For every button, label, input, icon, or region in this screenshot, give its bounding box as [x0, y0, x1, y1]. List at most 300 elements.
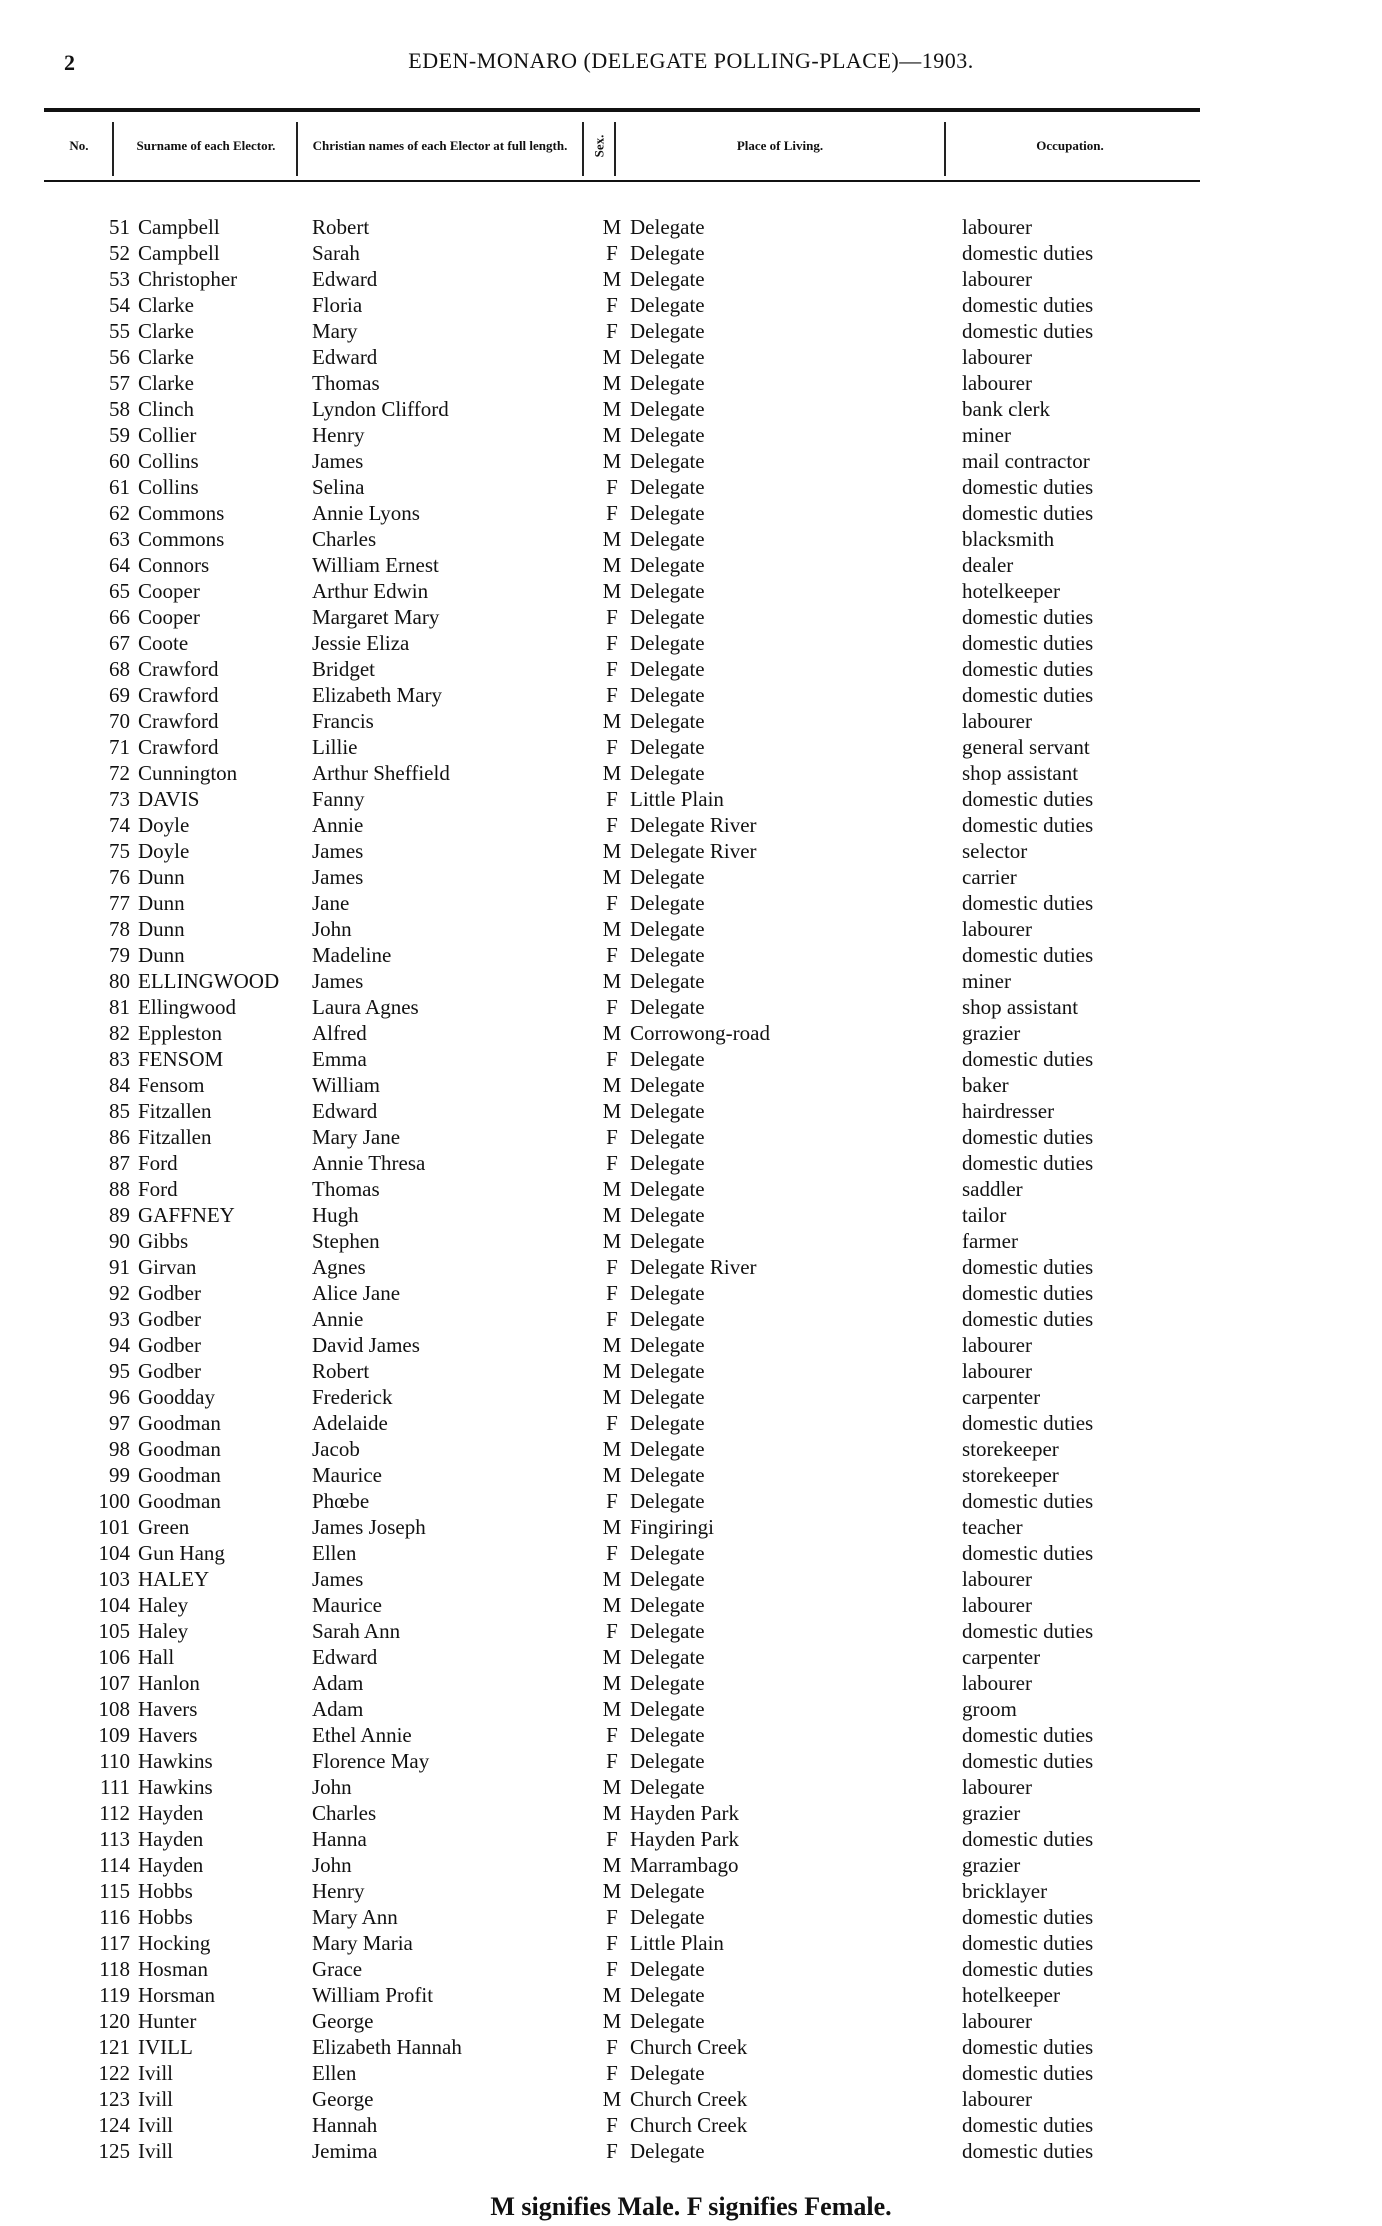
elector-sex: F [606, 657, 618, 681]
elector-occupation: labourer [962, 1333, 1032, 1357]
elector-christian-names: Ellen [312, 2061, 357, 2085]
elector-surname: FENSOM [138, 1047, 224, 1071]
header-rule-bottom [44, 180, 1200, 182]
elector-place-of-living: Delegate [630, 1125, 705, 1149]
elector-christian-names: Jane [312, 891, 350, 915]
elector-surname: Hunter [138, 2009, 197, 2033]
elector-surname: Collins [138, 475, 199, 499]
elector-occupation: labourer [962, 2087, 1032, 2111]
elector-christian-names: Adam [312, 1697, 364, 1721]
sex-legend: M signifies Male. F signifies Female. [490, 2192, 892, 2221]
elector-occupation: carpenter [962, 1385, 1041, 1409]
elector-occupation: domestic duties [962, 1047, 1094, 1071]
elector-surname: Gun Hang [138, 1541, 225, 1565]
elector-place-of-living: Delegate [630, 761, 705, 785]
elector-christian-names: Florence May [312, 1749, 430, 1773]
table-row [0, 656, 1382, 682]
table-row [0, 1176, 1382, 1202]
table-row [0, 1904, 1382, 1930]
elector-occupation: saddler [962, 1177, 1023, 1201]
elector-sex: F [606, 2139, 618, 2163]
table-row [0, 916, 1382, 942]
elector-occupation: hairdresser [962, 1099, 1055, 1123]
elector-place-of-living: Delegate [630, 969, 705, 993]
elector-sex: M [602, 1515, 622, 1539]
column-header-surname: Surname of each Elector. [136, 138, 276, 153]
elector-sex: M [602, 917, 622, 941]
elector-sex: M [602, 1697, 622, 1721]
elector-number: 61 [109, 475, 130, 499]
elector-number: 53 [109, 267, 130, 291]
elector-place-of-living: Church Creek [630, 2035, 748, 2059]
elector-surname: Hayden [138, 1827, 204, 1851]
elector-place-of-living: Delegate [630, 1593, 705, 1617]
table-row [0, 1306, 1382, 1332]
elector-place-of-living: Delegate [630, 1697, 705, 1721]
elector-place-of-living: Delegate [630, 1879, 705, 1903]
elector-surname: Hayden [138, 1801, 204, 1825]
elector-surname: Fitzallen [138, 1125, 212, 1149]
elector-place-of-living: Delegate [630, 657, 705, 681]
elector-christian-names: Madeline [312, 943, 392, 967]
column-divider [614, 122, 616, 176]
elector-surname: Dunn [138, 891, 185, 915]
elector-number: 106 [98, 1645, 130, 1669]
elector-surname: Hall [138, 1645, 175, 1669]
elector-surname: Crawford [138, 657, 219, 681]
table-row [0, 786, 1382, 812]
table-row [0, 1644, 1382, 1670]
elector-sex: F [606, 1619, 618, 1643]
page-title: EDEN-MONARO (DELEGATE POLLING-PLACE)—1903. [408, 48, 974, 73]
table-row [0, 1202, 1382, 1228]
elector-surname: Clarke [138, 345, 194, 369]
elector-number: 71 [109, 735, 130, 759]
elector-sex: F [606, 241, 618, 265]
elector-number: 84 [109, 1073, 130, 1097]
elector-sex: F [606, 605, 618, 629]
elector-sex: F [606, 319, 618, 343]
elector-occupation: domestic duties [962, 631, 1094, 655]
elector-place-of-living: Delegate [630, 293, 705, 317]
elector-number: 119 [99, 1983, 130, 2007]
elector-christian-names: Edward [312, 1099, 378, 1123]
elector-surname: Dunn [138, 865, 185, 889]
elector-surname: Collier [138, 423, 197, 447]
elector-sex: M [602, 579, 622, 603]
elector-number: 78 [109, 917, 130, 941]
elector-occupation: domestic duties [962, 2139, 1094, 2163]
elector-occupation: farmer [962, 1229, 1018, 1253]
elector-christian-names: Lillie [312, 735, 358, 759]
elector-occupation: labourer [962, 371, 1032, 395]
elector-christian-names: Emma [312, 1047, 367, 1071]
elector-christian-names: James [312, 449, 364, 473]
table-row [0, 1358, 1382, 1384]
elector-christian-names: Maurice [312, 1593, 382, 1617]
elector-christian-names: Charles [312, 1801, 377, 1825]
elector-christian-names: Sarah Ann [312, 1619, 401, 1643]
elector-surname: Havers [138, 1697, 198, 1721]
elector-occupation: domestic duties [962, 1931, 1094, 1955]
elector-sex: M [602, 1437, 622, 1461]
elector-number: 75 [109, 839, 130, 863]
elector-christian-names: Frederick [312, 1385, 393, 1409]
elector-surname: Ford [138, 1151, 178, 1175]
elector-christian-names: Jemima [312, 2139, 378, 2163]
elector-number: 104 [98, 1593, 130, 1617]
elector-place-of-living: Delegate [630, 267, 705, 291]
table-row [0, 1254, 1382, 1280]
elector-place-of-living: Delegate [630, 891, 705, 915]
elector-number: 66 [109, 605, 130, 629]
elector-surname: Haley [138, 1593, 189, 1617]
elector-occupation: grazier [962, 1021, 1021, 1045]
elector-surname: Fitzallen [138, 1099, 212, 1123]
elector-christian-names: Adam [312, 1671, 364, 1695]
elector-place-of-living: Delegate [630, 1411, 705, 1435]
table-row [0, 1982, 1382, 2008]
elector-place-of-living: Delegate [630, 527, 705, 551]
elector-surname: Connors [138, 553, 210, 577]
table-row [0, 1072, 1382, 1098]
elector-place-of-living: Delegate [630, 605, 705, 629]
column-header-place: Place of Living. [736, 138, 824, 153]
table-row [0, 812, 1382, 838]
elector-occupation: blacksmith [962, 527, 1055, 551]
elector-number: 85 [109, 1099, 130, 1123]
elector-occupation: domestic duties [962, 2061, 1094, 2085]
table-row [0, 1020, 1382, 1046]
elector-surname: Ivill [138, 2061, 173, 2085]
elector-surname: Dunn [138, 943, 185, 967]
elector-occupation: baker [962, 1073, 1009, 1097]
elector-surname: Hocking [138, 1931, 211, 1955]
elector-occupation: domestic duties [962, 891, 1094, 915]
elector-christian-names: Annie Lyons [312, 501, 420, 525]
elector-surname: Hanlon [138, 1671, 200, 1695]
elector-surname: Ivill [138, 2087, 173, 2111]
elector-surname: Ivill [138, 2139, 173, 2163]
elector-christian-names: Francis [312, 709, 374, 733]
elector-occupation: domestic duties [962, 813, 1094, 837]
elector-christian-names: Jacob [312, 1437, 360, 1461]
elector-occupation: carrier [962, 865, 1017, 889]
elector-number: 60 [109, 449, 130, 473]
elector-number: 105 [98, 1619, 130, 1643]
elector-occupation: domestic duties [962, 1619, 1094, 1643]
elector-place-of-living: Little Plain [630, 1931, 724, 1955]
elector-christian-names: John [312, 1775, 352, 1799]
elector-sex: F [606, 1281, 618, 1305]
elector-number: 68 [109, 657, 130, 681]
elector-place-of-living: Delegate [630, 917, 705, 941]
elector-number: 64 [109, 553, 130, 577]
elector-place-of-living: Hayden Park [630, 1827, 740, 1851]
elector-number: 118 [99, 1957, 130, 1981]
elector-place-of-living: Delegate [630, 1567, 705, 1591]
elector-surname: Clarke [138, 371, 194, 395]
elector-sex: M [602, 1983, 622, 2007]
elector-occupation: miner [962, 423, 1011, 447]
elector-occupation: labourer [962, 1775, 1032, 1799]
elector-number: 92 [109, 1281, 130, 1305]
column-header-no: No. [69, 138, 89, 153]
elector-sex: M [602, 1359, 622, 1383]
elector-surname: Havers [138, 1723, 198, 1747]
elector-occupation: labourer [962, 215, 1032, 239]
elector-christian-names: Lyndon Clifford [312, 397, 449, 421]
elector-occupation: domestic duties [962, 241, 1094, 265]
elector-sex: M [602, 2087, 622, 2111]
elector-sex: M [602, 527, 622, 551]
elector-number: 111 [100, 1775, 130, 1799]
elector-number: 76 [109, 865, 130, 889]
elector-number: 120 [98, 2009, 130, 2033]
elector-occupation: domestic duties [962, 1957, 1094, 1981]
column-divider [582, 122, 584, 176]
table-row [0, 1592, 1382, 1618]
elector-place-of-living: Delegate [630, 241, 705, 265]
elector-occupation: domestic duties [962, 2035, 1094, 2059]
table-row [0, 1384, 1382, 1410]
elector-occupation: domestic duties [962, 501, 1094, 525]
table-row [0, 864, 1382, 890]
table-row [0, 526, 1382, 552]
elector-christian-names: James [312, 969, 364, 993]
elector-number: 52 [109, 241, 130, 265]
elector-place-of-living: Hayden Park [630, 1801, 740, 1825]
elector-place-of-living: Delegate [630, 2061, 705, 2085]
elector-surname: Haley [138, 1619, 189, 1643]
elector-occupation: domestic duties [962, 1125, 1094, 1149]
table-row [0, 1462, 1382, 1488]
elector-surname: Ellingwood [138, 995, 236, 1019]
elector-christian-names: Hanna [312, 1827, 367, 1851]
table-row [0, 370, 1382, 396]
elector-surname: Gibbs [138, 1229, 189, 1253]
elector-number: 104 [98, 1541, 130, 1565]
elector-occupation: mail contractor [962, 449, 1090, 473]
elector-sex: M [602, 1463, 622, 1487]
elector-sex: M [602, 1593, 622, 1617]
elector-surname: Hobbs [138, 1879, 193, 1903]
elector-occupation: grazier [962, 1801, 1021, 1825]
elector-sex: F [606, 2113, 618, 2137]
elector-christian-names: Mary Jane [312, 1125, 401, 1149]
elector-christian-names: Sarah [312, 241, 360, 265]
elector-surname: Hawkins [138, 1749, 213, 1773]
elector-place-of-living: Delegate [630, 1229, 705, 1253]
elector-occupation: carpenter [962, 1645, 1041, 1669]
elector-place-of-living: Marrambago [630, 1853, 739, 1877]
elector-sex: F [606, 293, 618, 317]
elector-place-of-living: Delegate [630, 1749, 705, 1773]
elector-surname: Green [138, 1515, 190, 1539]
elector-christian-names: George [312, 2009, 374, 2033]
elector-christian-names: Mary Ann [312, 1905, 398, 1929]
elector-christian-names: James Joseph [312, 1515, 426, 1539]
elector-christian-names: Alfred [312, 1021, 367, 1045]
elector-surname: DAVIS [138, 787, 200, 811]
elector-number: 107 [98, 1671, 130, 1695]
table-row [0, 240, 1382, 266]
elector-sex: F [606, 943, 618, 967]
elector-sex: M [602, 839, 622, 863]
elector-surname: Clarke [138, 319, 194, 343]
elector-number: 77 [109, 891, 130, 915]
elector-number: 86 [109, 1125, 130, 1149]
elector-surname: Campbell [138, 241, 220, 265]
table-row [0, 1930, 1382, 1956]
elector-place-of-living: Corrowong-road [630, 1021, 770, 1045]
table-row [0, 1774, 1382, 1800]
elector-occupation: shop assistant [962, 995, 1079, 1019]
elector-surname: Crawford [138, 735, 219, 759]
elector-surname: IVILL [138, 2035, 193, 2059]
elector-sex: F [606, 683, 618, 707]
elector-number: 57 [109, 371, 130, 395]
elector-christian-names: James [312, 839, 364, 863]
elector-christian-names: Stephen [312, 1229, 380, 1253]
table-row [0, 1124, 1382, 1150]
elector-sex: F [606, 1489, 618, 1513]
elector-place-of-living: Delegate [630, 423, 705, 447]
elector-sex: F [606, 1541, 618, 1565]
table-row [0, 214, 1382, 240]
elector-number: 125 [98, 2139, 130, 2163]
table-row [0, 1228, 1382, 1254]
elector-sex: M [602, 969, 622, 993]
elector-sex: F [606, 813, 618, 837]
elector-number: 69 [109, 683, 130, 707]
elector-christian-names: Arthur Edwin [312, 579, 429, 603]
table-row [0, 1046, 1382, 1072]
elector-occupation: domestic duties [962, 1905, 1094, 1929]
elector-number: 114 [99, 1853, 130, 1877]
elector-christian-names: Robert [312, 215, 370, 239]
elector-occupation: labourer [962, 1593, 1032, 1617]
table-row [0, 344, 1382, 370]
elector-number: 101 [98, 1515, 130, 1539]
elector-occupation: storekeeper [962, 1463, 1059, 1487]
elector-surname: Clinch [138, 397, 194, 421]
table-row [0, 1878, 1382, 1904]
table-row [0, 2008, 1382, 2034]
elector-occupation: labourer [962, 345, 1032, 369]
elector-sex: M [602, 1203, 622, 1227]
elector-sex: F [606, 1931, 618, 1955]
elector-number: 122 [98, 2061, 130, 2085]
elector-christian-names: Ethel Annie [312, 1723, 412, 1747]
elector-christian-names: Hugh [312, 1203, 359, 1227]
elector-number: 67 [109, 631, 130, 655]
elector-surname: Hawkins [138, 1775, 213, 1799]
elector-place-of-living: Delegate [630, 1333, 705, 1357]
elector-christian-names: William Profit [312, 1983, 434, 2007]
elector-christian-names: Arthur Sheffield [312, 761, 450, 785]
elector-sex: F [606, 1255, 618, 1279]
elector-place-of-living: Delegate [630, 2009, 705, 2033]
elector-surname: Commons [138, 527, 225, 551]
elector-christian-names: Henry [312, 1879, 365, 1903]
elector-sex: M [602, 761, 622, 785]
elector-place-of-living: Delegate [630, 735, 705, 759]
elector-surname: Cooper [138, 605, 200, 629]
elector-surname: Cunnington [138, 761, 238, 785]
elector-place-of-living: Delegate [630, 1099, 705, 1123]
table-row [0, 1826, 1382, 1852]
elector-number: 51 [109, 215, 130, 239]
elector-sex: F [606, 475, 618, 499]
elector-surname: GAFFNEY [138, 1203, 235, 1227]
elector-occupation: domestic duties [962, 657, 1094, 681]
elector-place-of-living: Delegate [630, 553, 705, 577]
elector-place-of-living: Delegate [630, 215, 705, 239]
elector-surname: Crawford [138, 683, 219, 707]
elector-christian-names: Hannah [312, 2113, 378, 2137]
elector-number: 93 [109, 1307, 130, 1331]
elector-occupation: domestic duties [962, 683, 1094, 707]
elector-sex: F [606, 891, 618, 915]
elector-place-of-living: Delegate [630, 1073, 705, 1097]
elector-surname: Dunn [138, 917, 185, 941]
elector-christian-names: Mary Maria [312, 1931, 413, 1955]
elector-place-of-living: Delegate [630, 345, 705, 369]
elector-number: 103 [98, 1567, 130, 1591]
elector-sex: M [602, 1853, 622, 1877]
elector-occupation: labourer [962, 1359, 1032, 1383]
elector-occupation: labourer [962, 917, 1032, 941]
elector-christian-names: Annie [312, 813, 364, 837]
table-row [0, 708, 1382, 734]
table-row [0, 396, 1382, 422]
elector-sex: M [602, 865, 622, 889]
elector-place-of-living: Delegate River [630, 839, 757, 863]
elector-sex: F [606, 1125, 618, 1149]
table-row [0, 968, 1382, 994]
elector-sex: M [602, 709, 622, 733]
elector-occupation: labourer [962, 267, 1032, 291]
table-row [0, 942, 1382, 968]
table-row [0, 760, 1382, 786]
elector-number: 121 [98, 2035, 130, 2059]
elector-christian-names: Mary [312, 319, 358, 343]
elector-sex: M [602, 1879, 622, 1903]
elector-place-of-living: Church Creek [630, 2113, 748, 2137]
elector-occupation: domestic duties [962, 943, 1094, 967]
elector-place-of-living: Delegate [630, 397, 705, 421]
column-header-sex [586, 114, 612, 178]
page-number: 2 [64, 50, 75, 75]
elector-place-of-living: Delegate [630, 1177, 705, 1201]
elector-christian-names: Elizabeth Mary [312, 683, 443, 707]
elector-occupation: labourer [962, 709, 1032, 733]
elector-occupation: domestic duties [962, 787, 1094, 811]
elector-occupation: bank clerk [962, 397, 1051, 421]
column-divider [944, 122, 946, 176]
elector-place-of-living: Church Creek [630, 2087, 748, 2111]
elector-occupation: domestic duties [962, 293, 1094, 317]
elector-surname: HALEY [138, 1567, 210, 1591]
elector-occupation: domestic duties [962, 1151, 1094, 1175]
elector-sex: F [606, 1827, 618, 1851]
table-row [0, 448, 1382, 474]
elector-number: 97 [109, 1411, 130, 1435]
elector-sex: M [602, 215, 622, 239]
elector-christian-names: Maurice [312, 1463, 382, 1487]
table-row [0, 318, 1382, 344]
